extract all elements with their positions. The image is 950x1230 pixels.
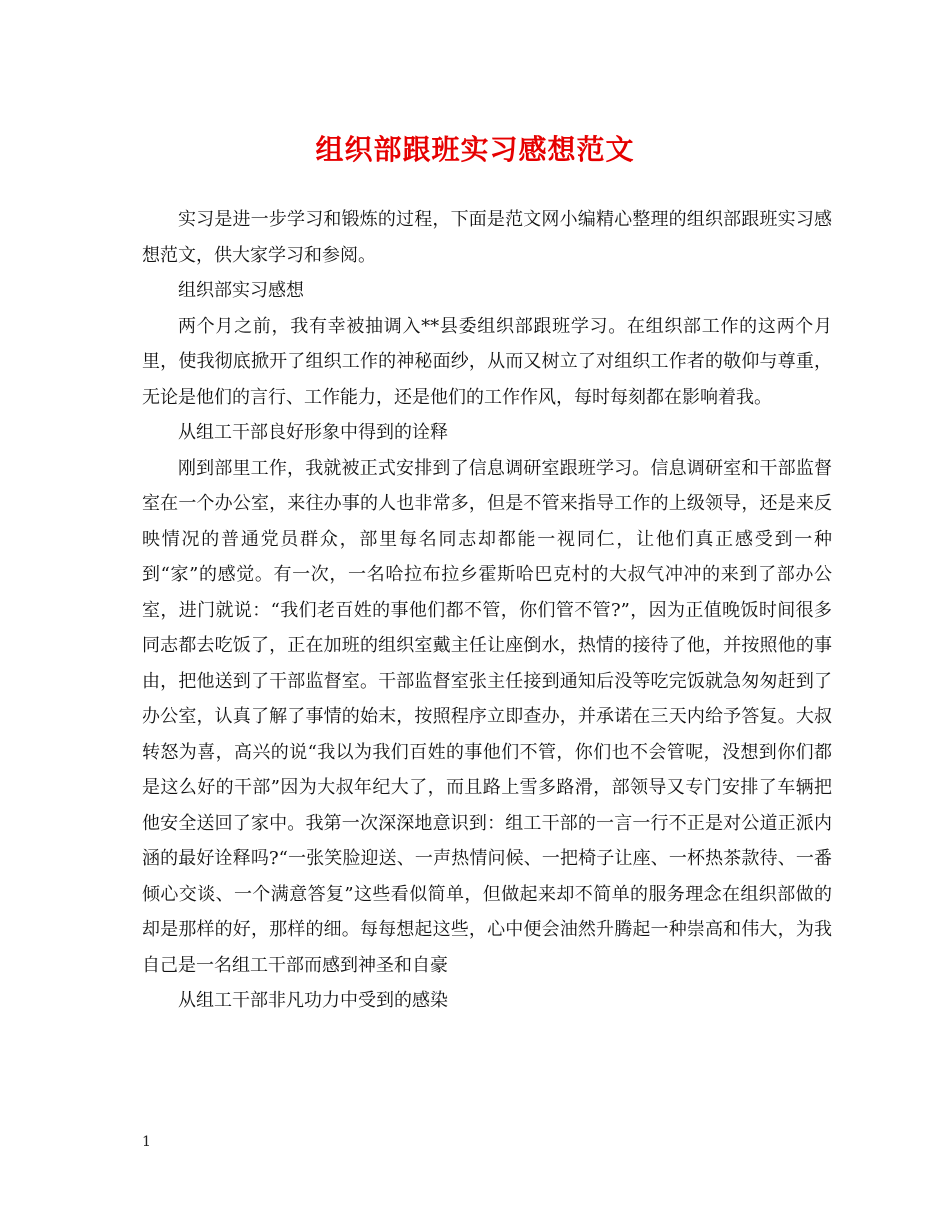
body-paragraph: 刚到部里工作，我就被正式安排到了信息调研室跟班学习。信息调研室和干部监督室在一个办公室，来往办事的人也非常多，但是不管来指导工作的上级领导，还是来反映情况的普通党员群众，部里每名同志却都能一视同仁，让他们真正感受到一种到“家”的感觉。有一次，一名哈拉布拉乡霍斯哈巴克村的大叔气冲冲的来到了部办公室，进门就说：“我们老百姓的事他们都不管，你们管不管?”，因为正值晚饭时间很多同志都去吃饭了，正在加班的组织室戴主任让座倒水，热情的接待了他，并按照他的事由，把他送到了干部监督室。干部监督室张主任接到通知后没等吃完饭就急匆匆赶到了办公室，认真了解了事情的始末，按照程序立即查办，并承诺在三天内给予答复。大叔转怒为喜，高兴的说“我以为我们百姓的事他们不管，你们也不会管呢，没想到你们都是这么好的干部”因为大叔年纪大了，而且路上雪多路滑，部领导又专门安排了车辆把他安全送回了家中。我第一次深深地意识到：组工干部的一言一行不正是对公道正派内涵的最好诠释吗?“一张笑脸迎送、一声热情问候、一把椅子让座、一杯热茶款待、一番倾心交谈、一个满意答复”这些看似简单，但做起来却不简单的服务理念在组织部做的却是那样的好，那样的细。每每想起这些，心中便会油然升腾起一种崇高和伟大，为我自己是一名组工干部而感到神圣和自豪 — [142, 457, 832, 976]
section-heading-internship-thoughts: 组织部实习感想 — [178, 280, 304, 301]
section-heading-extraordinary-skill: 从组工干部非凡功力中受到的感染 — [178, 990, 448, 1011]
page-number: 1 — [142, 1134, 151, 1150]
document-body — [142, 202, 832, 1019]
intro-paragraph: 实习是进一步学习和锻炼的过程，下面是范文网小编精心整理的组织部跟班实习感想范文，供大家学习和参阅。 — [142, 209, 832, 266]
document-title: 组织部跟班实习感想范文 — [315, 133, 635, 166]
body-paragraph: 两个月之前，我有幸被抽调入**县委组织部跟班学习。在组织部工作的这两个月里，使我彻底掀开了组织工作的神秘面纱，从而又树立了对组织工作者的敬仰与尊重，无论是他们的言行、工作能力，还是他们的工作作风，每时每刻都在影响着我。 — [142, 315, 832, 408]
section-heading-good-image: 从组工干部良好形象中得到的诠释 — [178, 422, 448, 443]
